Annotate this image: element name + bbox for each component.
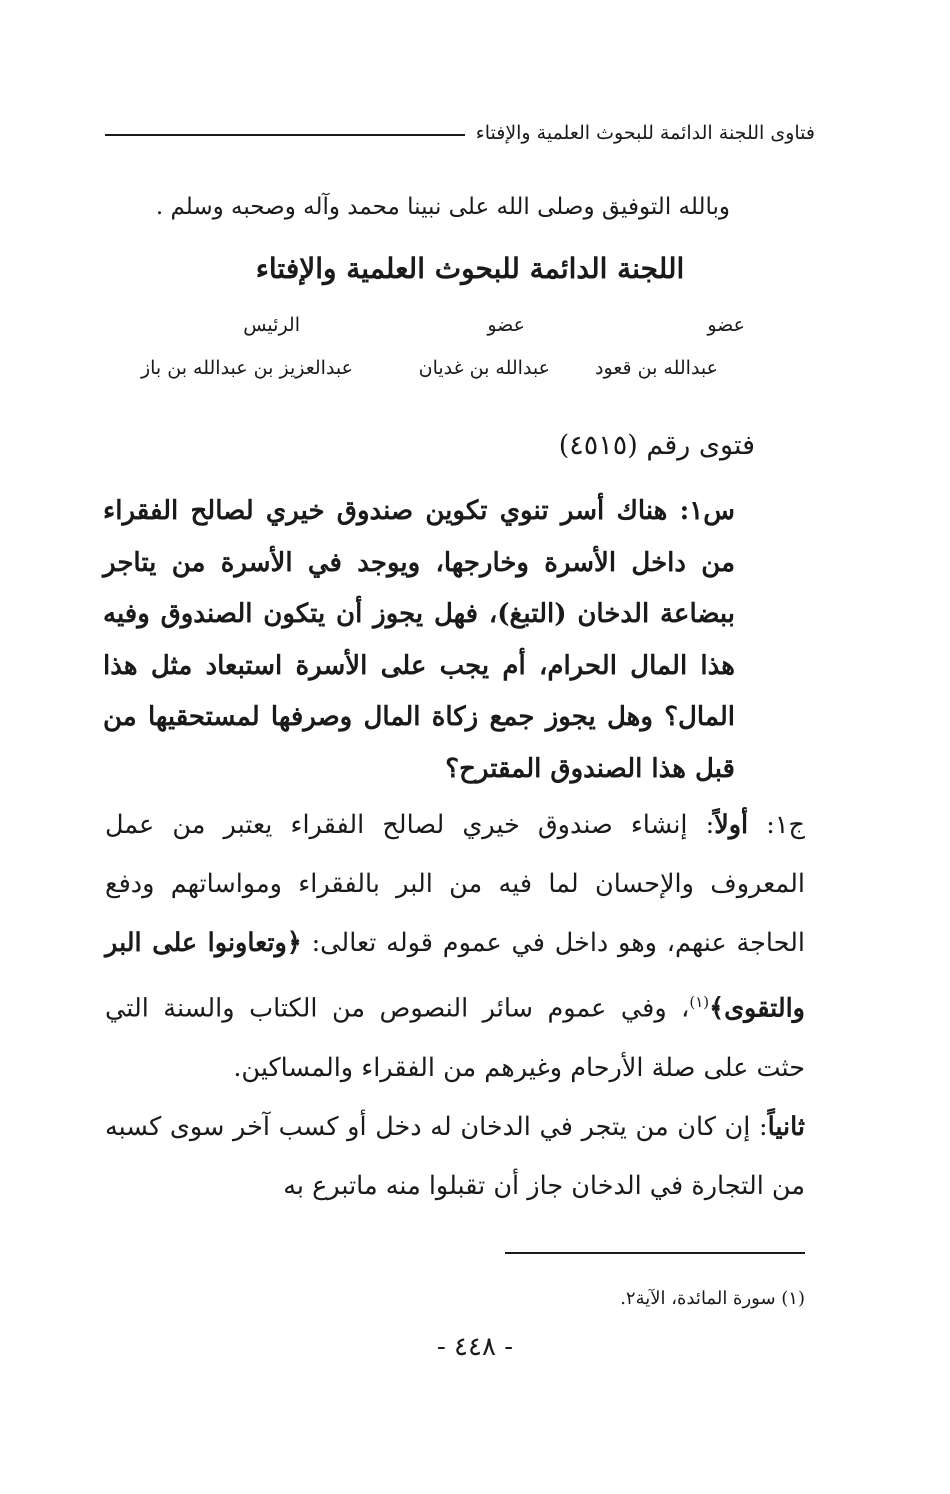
footnote: (١) سورة المائدة، الآية٢. xyxy=(620,1288,805,1309)
closing-line: وبالله التوفيق وصلى الله على نبينا محمد وآله وصحبه وسلم . xyxy=(155,194,730,220)
answer-text: ، وفي عموم سائر النصوص من الكتاب والسنة التي حثت على صلة الأرحام وغيرهم من الفقراء والمساكين. xyxy=(105,993,805,1083)
signatory-name: عبدالله بن قعود xyxy=(595,357,718,379)
answer-text: : إنشاء صندوق خيري لصالح الفقراء يعتبر من عمل المعروف والإحسان لما فيه من البر بالفقراء ومواساتهم ودفع الحاجة عنهم، وهو داخل في عموم قوله تعالى: xyxy=(105,810,805,958)
quran-verse: ﴿وتعاونوا على البر والتقوى﴾ xyxy=(105,928,805,1024)
question-paragraph: س١: هناك أسر تنوي تكوين صندوق خيري لصالح الفقراء من داخل الأسرة وخارجها، ويوجد في الأسرة من يتاجر ببضاعة الدخان (التبغ)، فهل يجوز أن يتكون الصندوق وفيه هذا المال الحرام، أم يجب على الأسرة استبعاد مثل هذا المال؟ وهل يجوز جمع زكاة المال وصرفها لمستحقيها من قبل هذا الصندوق المقترح؟ xyxy=(103,496,735,784)
first-point-label: أولاً xyxy=(714,810,749,840)
signatory-role: الرئيس xyxy=(243,314,300,336)
second-point-label: ثانياً xyxy=(767,1111,805,1142)
signatory-role: عضو xyxy=(487,314,525,336)
fatwa-number: فتوى رقم (٤٥١٥) xyxy=(558,430,755,461)
page-number: - ٤٤٨ - xyxy=(436,1332,514,1362)
header-rule xyxy=(105,134,465,136)
footnote-reference: (١) xyxy=(689,993,710,1011)
footnote-rule xyxy=(505,1252,805,1254)
signatory-role: عضو xyxy=(707,314,745,336)
answer-prefix: ج١: xyxy=(748,810,805,840)
signatory-name: عبدالله بن غديان xyxy=(418,357,550,379)
committee-title: اللجنة الدائمة للبحوث العلمية والإفتاء xyxy=(255,252,685,285)
signatory-name: عبدالعزيز بن عبدالله بن باز xyxy=(140,357,353,379)
answer-paragraph xyxy=(105,796,805,1216)
answer-text: : إن كان من يتجر في الدخان له دخل أو كسب آخر سوى كسبه من التجارة في الدخان جاز أن تقبلوا منه ماتبرع به xyxy=(105,1111,805,1201)
running-header: فتاوى اللجنة الدائمة للبحوث العلمية والإفتاء xyxy=(475,122,815,144)
